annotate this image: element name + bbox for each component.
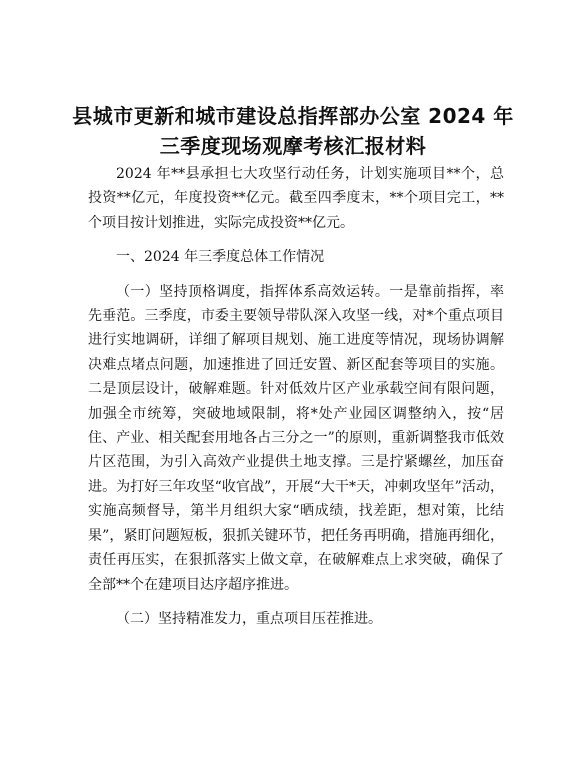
intro-paragraph: 2024 年**县承担七大攻坚行动任务，计划实施项目**个，总投资**亿元，年度投资**亿元。截至四季度末，**个项目完工，**个项目按计划推进，实际完成投资**亿元。 [88,166,504,231]
section-heading-overall: 一、2024 年三季度总体工作情况 [116,249,325,266]
subsection-1-paragraph: （一）坚持顶格调度，指挥体系高效运转。一是靠前指挥，率先垂范。三季度，市委主要领导带队深入攻坚一线，对*个重点项目进行实地调研，详细了解项目规划、施工进度等情况，现场协调解决难点堵点问题，加速推进了回迁安置、新区配套等项目的实施。二是顶层设计，破解难题。针对低效片区产业承载空间有限问题，加强全市统筹，突破地域限制，将*处产业园区调整纳入，按“居住、产业、相关配套用地各占三分之一”的原则，重新调整我市低效片区范围，为引入高效产业提供土地支撑。三是拧紧螺丝，加压奋进。为打好三年攻坚“收官战”，开展“大干*天，冲刺攻坚年”活动，实施高频督导，第半月组织大家“晒成绩，找差距，想对策，比结果”，紧盯问题短板，狠抓关键环节，把任务再明确，措施再细化，责任再压实，在狠抓落实上做文章，在破解难点上求突破，确保了全部**个在建项目达序超序推进。 [88,283,504,593]
document-body [88,162,504,631]
subsection-2-heading: （二）坚持精准发力，重点项目压茬推进。 [116,610,382,627]
document-title-line-1: 县城市更新和城市建设总指挥部办公室 2024 年 [72,104,514,128]
document-title-line-2: 三季度现场观摩考核汇报材料 [159,134,427,158]
